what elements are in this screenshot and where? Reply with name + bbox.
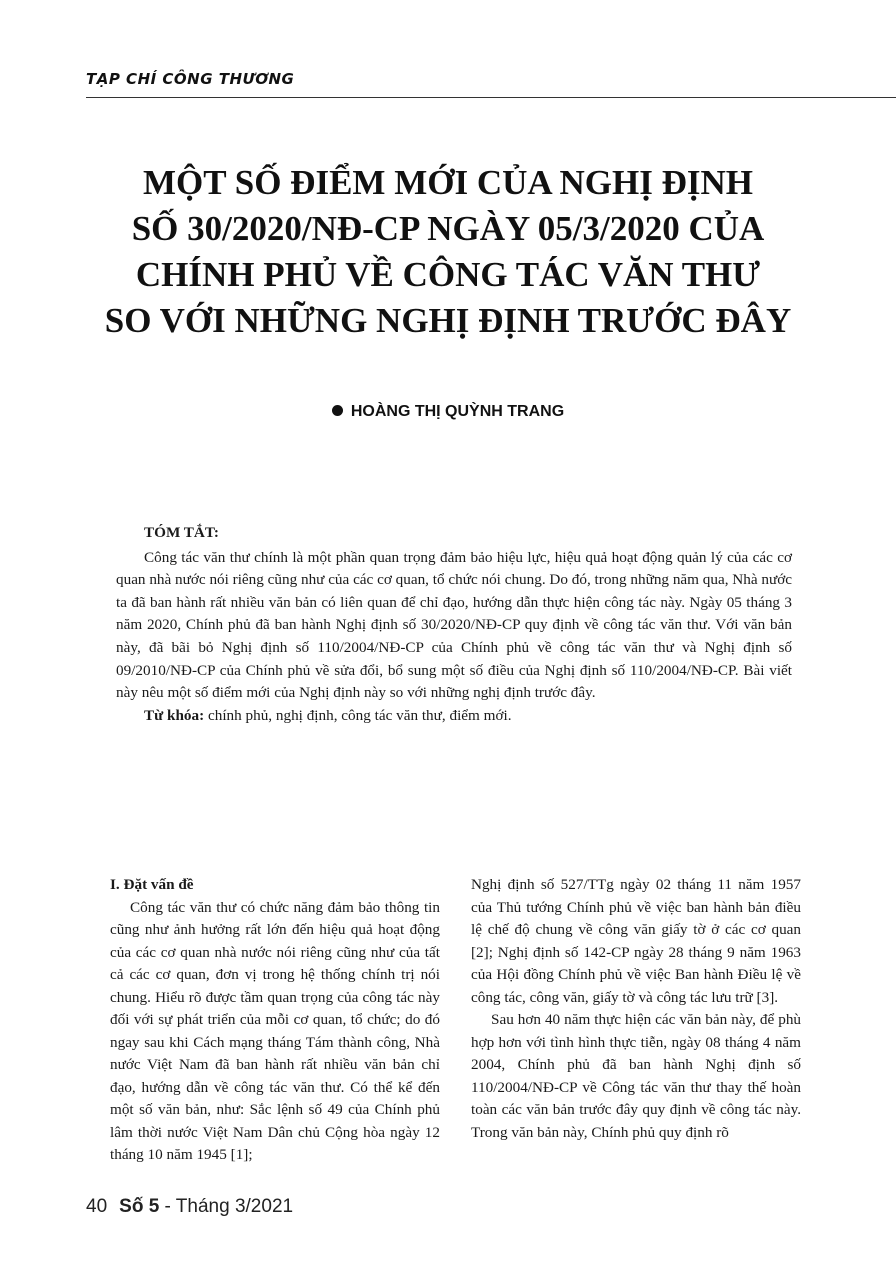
keywords-label: Từ khóa:	[144, 706, 205, 724]
page-footer	[86, 1196, 293, 1218]
title-line: SO VỚI NHỮNG NGHỊ ĐỊNH TRƯỚC ĐÂY	[104, 301, 792, 340]
title-line: SỐ 30/2020/NĐ-CP NGÀY 05/3/2020 CỦA	[131, 209, 765, 248]
author-name: HOÀNG THỊ QUỲNH TRANG	[350, 403, 565, 420]
abstract-heading: TÓM TẮT:	[144, 524, 219, 541]
body-column-right	[471, 874, 801, 1144]
journal-name: TẠP CHÍ CÔNG THƯƠNG	[86, 70, 295, 88]
title-line: MỘT SỐ ĐIỂM MỚI CỦA NGHỊ ĐỊNH	[143, 163, 753, 202]
issue-number: Số 5	[119, 1196, 160, 1217]
abstract-body: Công tác văn thư chính là một phần quan trọng đảm bảo hiệu lực, hiệu quả hoạt động quản lý của các cơ quan nhà nước nói riêng cũng như của các cơ quan, tổ chức nói chung. Do đó, trong những năm qua, Nhà nước ta đã ban hành rất nhiều văn bản có liên quan để chỉ đạo, hướng dẫn thực hiện công tác này. Ngày 05 tháng 3 năm 2020, Chính phủ đã ban hành Nghị định số 30/2020/NĐ-CP quy định về công tác văn thư. Với văn bản này, đã bãi bỏ Nghị định số 110/2004/NĐ-CP của Chính phủ về công tác văn thư và Nghị định số 09/2010/NĐ-CP của Chính phủ về sửa đổi, bổ sung một số điều của Nghị định số 110/2004/NĐ-CP. Bài viết này nêu một số điểm mới của Nghị định này so với những nghị định trước đây.	[116, 548, 792, 702]
section-heading: I. Đặt vấn đề	[110, 876, 194, 893]
title-line: CHÍNH PHỦ VỀ CÔNG TÁC VĂN THƯ	[135, 255, 761, 294]
bullet-icon	[332, 405, 343, 416]
author-line	[0, 403, 896, 421]
article-title	[80, 160, 816, 344]
page-number: 40	[86, 1196, 108, 1217]
body-paragraph: Nghị định số 527/TTg ngày 02 tháng 11 năm 1957 của Thủ tướng Chính phủ về việc ban hành bản điều lệ chế độ chung về công văn giấy tờ ở các cơ quan [2]; Nghị định số 142-CP ngày 28 tháng 9 năm 1963 của Hội đồng Chính phủ về việc Ban hành Điều lệ về công tác, công văn, giấy tờ và công tác lưu trữ [3].	[471, 876, 801, 1006]
body-column-left	[110, 874, 440, 1167]
header-divider	[86, 97, 896, 98]
abstract	[116, 522, 792, 727]
body-paragraph: Công tác văn thư có chức năng đảm bảo thông tin cũng như ảnh hưởng rất lớn đến hiệu quả hoạt động của các cơ quan nhà nước nói riêng cũng như của tất cả các cơ quan, đơn vị trong hệ thống chính trị nói chung. Hiểu rõ được tầm quan trọng của công tác này đối với sự phát triển của mỗi cơ quan, tổ chức; do đó ngay sau khi Cách mạng tháng Tám thành công, Nhà nước Việt Nam đã ban hành rất nhiều văn bản chỉ đạo, hướng dẫn về công tác văn thư. Có thể kể đến một số văn bản, như: Sắc lệnh số 49 của Chính phủ lâm thời nước Việt Nam Dân chủ Cộng hòa ngày 12 tháng 10 năm 1945 [1];	[110, 898, 440, 1163]
keywords	[116, 705, 792, 728]
issue-date: - Tháng 3/2021	[164, 1196, 294, 1217]
keywords-text: chính phủ, nghị định, công tác văn thư, điểm mới.	[207, 706, 512, 724]
body-paragraph: Sau hơn 40 năm thực hiện các văn bản này, để phù hợp hơn với tình hình thực tiễn, ngày 08 tháng 4 năm 2004, Chính phủ đã ban hành Nghị định số 110/2004/NĐ-CP về Công tác văn thư thay thế hoàn toàn các văn bản trước đây quy định về công tác này. Trong văn bản này, Chính phủ quy định rõ	[471, 1011, 801, 1141]
